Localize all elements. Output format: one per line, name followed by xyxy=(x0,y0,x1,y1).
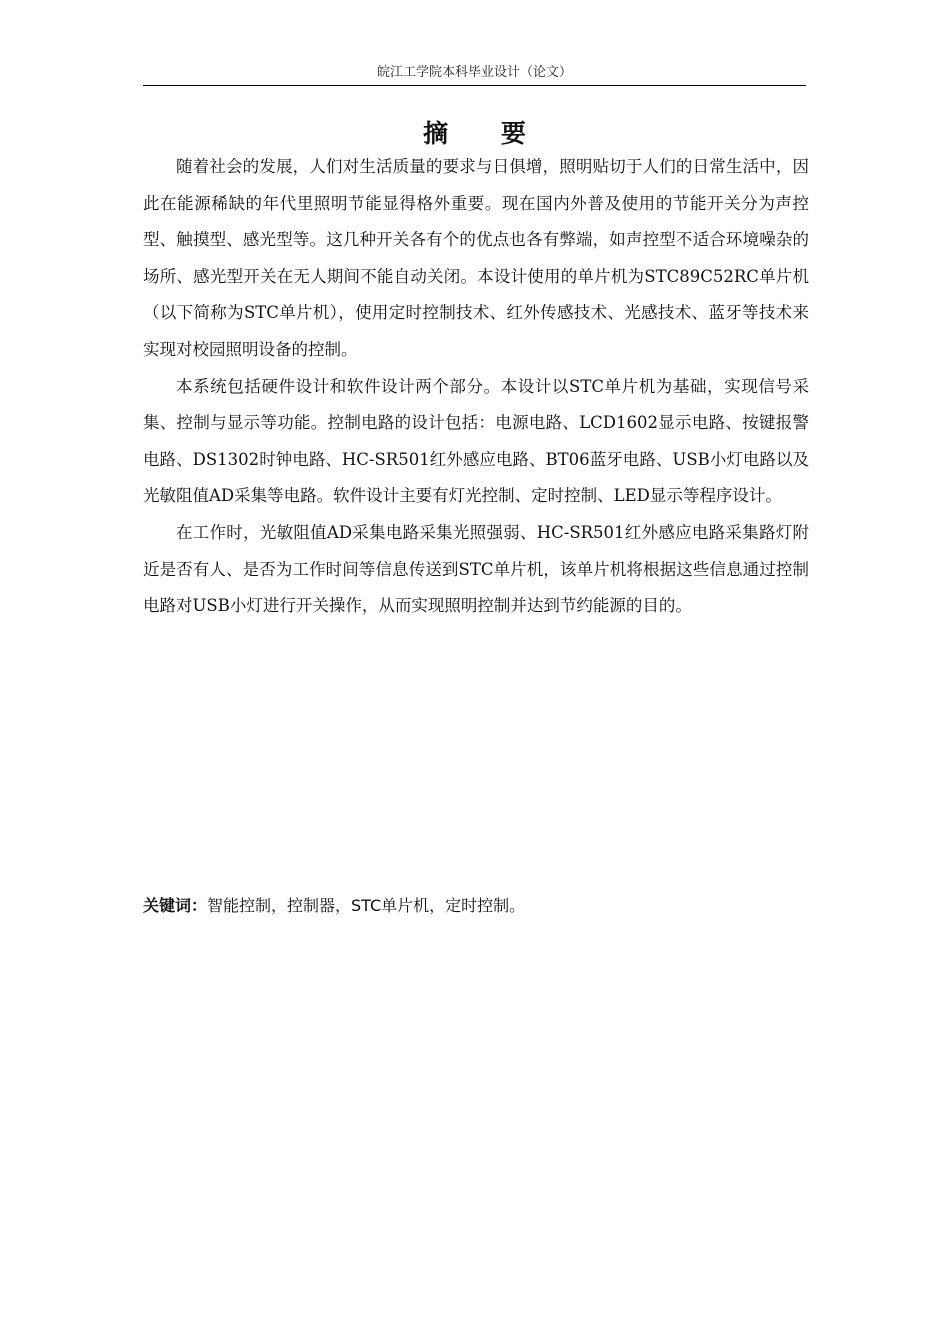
abstract-paragraph-1: 随着社会的发展，人们对生活质量的要求与日俱增，照明贴切于人们的日常生活中，因此在能源稀缺的年代里照明节能显得格外重要。现在国内外普及使用的节能开关分为声控型、触摸型、感光型等。这几种开关各有个的优点也各有弊端，如声控型不适合环境噪杂的场所、感光型开关在无人期间不能自动关闭。本设计使用的单片机为STC89C52RC单片机（以下简称为STC单片机），使用定时控制技术、红外传感技术、光感技术、蓝牙等技术来实现对校园照明设备的控制。 xyxy=(143,157,809,359)
header-divider xyxy=(143,85,806,86)
abstract-title: 摘 要 xyxy=(423,119,548,148)
abstract-paragraph-2: 本系统包括硬件设计和软件设计两个部分。本设计以STC单片机为基础，实现信号采集、控制与显示等功能。控制电路的设计包括：电源电路、LCD1602显示电路、按键报警电路、DS1302时钟电路、HC-SR501红外感应电路、BT06蓝牙电路、USB小灯电路以及光敏阻值AD采集等电路。软件设计主要有灯光控制、定时控制、LED显示等程序设计。 xyxy=(143,376,809,506)
abstract-paragraph-3: 在工作时，光敏阻值AD采集电路采集光照强弱、HC-SR501红外感应电路采集路灯附近是否有人、是否为工作时间等信息传送到STC单片机，该单片机将根据这些信息通过控制电路对USB小灯进行开关操作，从而实现照明控制并达到节约能源的目的。 xyxy=(143,522,809,616)
keywords-label: 关键词： xyxy=(143,896,208,915)
page-header: 皖江工学院本科毕业设计（论文） xyxy=(376,65,572,80)
keywords-line xyxy=(143,893,809,919)
keywords-value: 智能控制，控制器，STC单片机，定时控制。 xyxy=(207,896,526,915)
abstract-body xyxy=(143,149,809,625)
